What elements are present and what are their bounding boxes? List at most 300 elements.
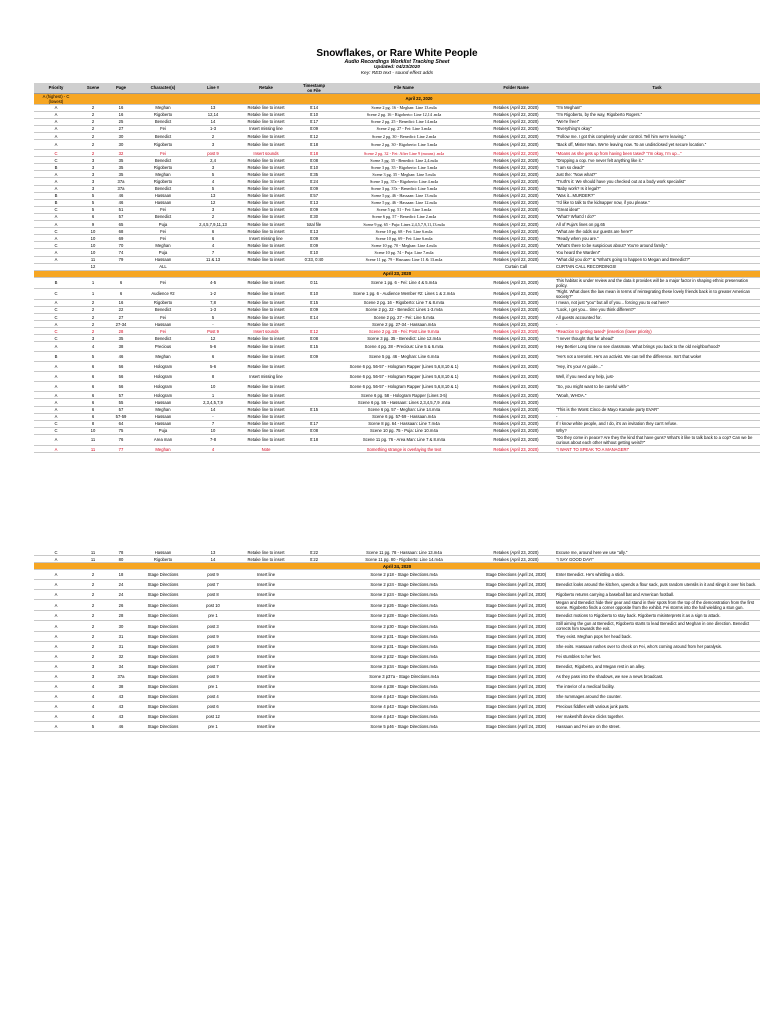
table-row [34, 372, 760, 382]
table-cell: 6 [108, 277, 134, 288]
table-cell: 1-2 [192, 288, 234, 299]
table-cell: Insert line [234, 702, 298, 712]
table-row [34, 342, 760, 352]
table-cell: Retakes (April 22, 2020) [478, 171, 554, 178]
table-cell: 3 [192, 206, 234, 213]
table-row [34, 157, 760, 164]
table-cell: Retakes (April 22, 2020) [478, 125, 554, 132]
table-cell: "I'm Rigoberto, by the way, Rigoberto Rogers." [554, 111, 760, 118]
table-cell: Retake line to insert [234, 111, 298, 118]
table-cell: Retake line to insert [234, 556, 298, 563]
table-cell: 12 [192, 199, 234, 206]
table-cell: 6 [192, 235, 234, 242]
table-cell: Still aiming the gun at Benedict, Rigoberto starts to lead Benedict and Meghan in one direction. Benedict corrects him towards the exit. [554, 621, 760, 632]
table-row [34, 242, 760, 249]
table-cell: post 3 [192, 621, 234, 632]
table-cell: 37a [108, 185, 134, 192]
table-cell: Rigoberto [134, 299, 192, 306]
page-break [34, 453, 760, 550]
table-cell: 6 [78, 213, 108, 220]
table-cell: Retakes (April 22, 2020) [478, 256, 554, 263]
table-row [34, 192, 760, 199]
column-header: Priority [34, 83, 78, 94]
table-cell: 0:10 [298, 249, 330, 256]
table-cell: 70 [108, 242, 134, 249]
table-cell: Retakes (April 22, 2020) [478, 133, 554, 140]
table-cell: Scene 5 pg. 46 - Hassaan: Line 13.m4a [330, 192, 478, 199]
table-cell: Retake line to insert [234, 277, 298, 288]
table-cell: Scene 10 pg. 74 - Puja: Line 7.m4a [330, 249, 478, 256]
table-cell: 2 [78, 328, 108, 335]
table-cell: 30 [108, 133, 134, 140]
table-cell: 32 [108, 150, 134, 157]
table-cell: "I'm Meghan!" [554, 104, 760, 111]
table-cell: 55 [108, 399, 134, 406]
table-cell: Excuse me, around here we use "ally." [554, 549, 760, 556]
table-cell: Stage Directions [134, 642, 192, 652]
table-cell: B [34, 199, 78, 206]
table-cell: 0:22 [298, 549, 330, 556]
table-cell: 30 [108, 140, 134, 150]
table-cell: Stage Directions [134, 621, 192, 632]
table-cell: 3 [78, 178, 108, 185]
table-cell: Retake line to insert [234, 392, 298, 399]
table-cell: 4 [192, 242, 234, 249]
table-cell: Stage Directions (April 24, 2020) [478, 621, 554, 632]
table-cell: post 8 [192, 590, 234, 600]
table-cell: Insert line [234, 662, 298, 672]
table-cell: Retakes (April 22, 2020) [478, 157, 554, 164]
table-cell: 6 [192, 352, 234, 362]
table-cell: "Truth's it: We should have you checked out at a body work specialist" [554, 178, 760, 185]
table-row [34, 178, 760, 185]
table-cell: "Back off, Mister Man. We're leaving now. To an undisclosed yet secure location." [554, 140, 760, 150]
table-cell: A [34, 642, 78, 652]
table-cell: A [34, 372, 78, 382]
table-cell: Stage Directions [134, 682, 192, 692]
date-section-row [34, 563, 760, 570]
table-cell: C [34, 150, 78, 157]
table-cell: Retake line to insert [234, 140, 298, 150]
table-cell: 5 [78, 192, 108, 199]
table-cell: 2 [78, 118, 108, 125]
table-cell: 2 [78, 600, 108, 611]
table-cell: Scene 4 p38 - Stage Directions.m4a [330, 682, 478, 692]
table-cell: Retakes (April 23, 2020) [478, 352, 554, 362]
table-cell: Retakes (April 23, 2020) [478, 413, 554, 420]
table-cell: Scene 10 pg. 68 - Fei: Line 6.m4a [330, 228, 478, 235]
column-header: Page [108, 83, 134, 94]
table-cell: 2 [192, 213, 234, 220]
table-cell: A [34, 221, 78, 228]
table-cell: "What did you do?" & "What's going to happen to Megan and Benedict?" [554, 256, 760, 263]
table-cell: A [34, 712, 78, 722]
table-cell: Meghan [134, 104, 192, 111]
table-cell: Scene 2 p31 - Stage Directions.m4a [330, 632, 478, 642]
table-cell: A [34, 662, 78, 672]
table-cell: Benedict [134, 306, 192, 313]
table-cell: Stage Directions [134, 611, 192, 621]
table-cell: post 9 [192, 570, 234, 580]
table-cell: 4 [192, 446, 234, 453]
table-cell: 46 [108, 192, 134, 199]
table-cell: Hologram [134, 392, 192, 399]
table-cell [298, 413, 330, 420]
table-cell: 11 [78, 434, 108, 445]
date-section-row [34, 270, 760, 277]
table-cell: 2 [78, 590, 108, 600]
table-cell: C [34, 549, 78, 556]
table-cell: Stage Directions [134, 722, 192, 732]
table-cell: Stage Directions (April 24, 2020) [478, 712, 554, 722]
table-cell: 6 [78, 413, 108, 420]
table-cell: Insert line [234, 632, 298, 642]
table-cell: "What? What'd I do?" [554, 213, 760, 220]
table-cell: 0:13 [298, 199, 330, 206]
table-cell: 16 [108, 299, 134, 306]
table-cell: Retakes (April 23, 2020) [478, 556, 554, 563]
table-cell: A [34, 185, 78, 192]
table-cell: 11 & 13 [192, 256, 234, 263]
table-cell: Stage Directions [134, 632, 192, 642]
table-cell: 32 [108, 652, 134, 662]
table-cell: 6 [78, 372, 108, 382]
table-cell: They exist. Meghan pops her head back. [554, 632, 760, 642]
table-row [34, 199, 760, 206]
table-cell: Retakes (April 23, 2020) [478, 277, 554, 288]
table-cell: Scene 4 p43 - Stage Directions.m4a [330, 692, 478, 702]
table-cell: A [34, 178, 78, 185]
updated-date: Updated: 04/23/2020 [373, 65, 421, 71]
table-cell: *Moans as she gets up from having been tased* "I'm okay, I'm up..." [554, 150, 760, 157]
table-cell: 56 [108, 362, 134, 372]
table-cell: Retake line to insert [234, 178, 298, 185]
table-cell: A [34, 722, 78, 732]
color-key: Key: RED text - sound effect adds [360, 70, 434, 76]
table-cell: Scene 11 pg. 80 - Rigoberto: Line 14.m4a [330, 556, 478, 563]
table-cell: Stage Directions [134, 672, 192, 682]
table-cell [298, 722, 330, 732]
table-row [34, 263, 760, 270]
page-break-space [34, 453, 760, 550]
table-cell: 0:17 [298, 118, 330, 125]
table-cell: Scene 3 pg. 35 - Benedict: Line 12.m4a [330, 335, 478, 342]
table-cell: Retakes (April 23, 2020) [478, 335, 554, 342]
table-cell: Retakes (April 23, 2020) [478, 427, 554, 434]
table-cell: As they pass into the shadows, we see a news broadcast. [554, 672, 760, 682]
table-cell: pre 1 [192, 682, 234, 692]
table-cell: Insert line [234, 672, 298, 682]
table-cell: Fei [134, 228, 192, 235]
table-cell: Scene 2 pg. 16 - Rigoberto: Line 12,14 .m4a [330, 111, 478, 118]
table-cell: "Hey, it's your AI guide..." [554, 362, 760, 372]
table-cell: Benedict [134, 157, 192, 164]
table-cell: 57 [108, 406, 134, 413]
table-cell: Retakes (April 22, 2020) [478, 185, 554, 192]
table-cell: C [34, 206, 78, 213]
table-row [34, 652, 760, 662]
table-cell: Scene 9 pg. 65 - Puja: Lines 2,4,5,7,9,11,13.m4a [330, 221, 478, 228]
table-cell: 37a [108, 672, 134, 682]
table-cell: B [34, 164, 78, 171]
table-cell: Scene 6 pg. 55 - Hassaan: Lines 2,3,4,5,7,9 .m4a [330, 399, 478, 406]
table-cell: - [554, 413, 760, 420]
table-cell: Curtain Call [478, 263, 554, 270]
table-cell: 46 [108, 722, 134, 732]
table-cell: Benedict, Rigoberto, and Megan rest in an alley. [554, 662, 760, 672]
table-cell: Retakes (April 22, 2020) [478, 235, 554, 242]
table-cell: 2 [78, 133, 108, 140]
table-cell: 0:13 [298, 228, 330, 235]
table-cell: Meghan [134, 242, 192, 249]
priority-key-row [34, 93, 760, 104]
table-cell: Stage Directions (April 24, 2020) [478, 580, 554, 590]
table-cell: A [34, 256, 78, 263]
table-cell: Retakes (April 22, 2020) [478, 164, 554, 171]
table-cell: 0:22 [298, 556, 330, 563]
table-cell: Just the: "Now what?" [554, 171, 760, 178]
table-cell: "Great idea!" [554, 206, 760, 213]
table-cell: 5 [192, 185, 234, 192]
table-cell: 0:09 [298, 306, 330, 313]
table-cell: Benedict motions to Rigoberto to stay back. Rigoberto misinterprets it as a sign to attack. [554, 611, 760, 621]
table-cell: Scene 10 pg. 70 - Meghan: Line 4.m4a [330, 242, 478, 249]
table-cell: Retakes (April 23, 2020) [478, 549, 554, 556]
table-cell: This habitat is under review and the data it provides will be a major factor in shaping ethnic preservation policy. [554, 277, 760, 288]
table-cell: Insert line [234, 580, 298, 590]
table-cell: If I know white people, and I do, it's an invitation they can't refuse. [554, 420, 760, 427]
table-row [34, 682, 760, 692]
table-cell: 4 [78, 342, 108, 352]
table-cell: Her makeshift device clicks together. [554, 712, 760, 722]
table-cell: Scene 6 pg. 57 - Meghan: Line 14.m4a [330, 406, 478, 413]
table-cell: 43 [108, 712, 134, 722]
table-cell: Retake line to insert [234, 192, 298, 199]
table-row [34, 314, 760, 321]
table-cell: "I am so dead!" [554, 164, 760, 171]
table-cell: Fei [134, 314, 192, 321]
table-cell: Scene 6 pg. 58 - Hologram Rapper (Lines 3-5) [330, 392, 478, 399]
table-cell: C [34, 427, 78, 434]
table-cell: 3 [78, 335, 108, 342]
table-cell: C [34, 242, 78, 249]
table-cell: A [34, 140, 78, 150]
table-cell: 2 [78, 314, 108, 321]
table-cell: A [34, 611, 78, 621]
table-cell: Hassaan [134, 413, 192, 420]
table-cell: C [34, 420, 78, 427]
table-cell: "So, you might want to be careful with-" [554, 382, 760, 392]
table-cell: 3 [192, 140, 234, 150]
table-cell [34, 263, 78, 270]
table-cell: Area man [134, 434, 192, 445]
table-cell: 27 [108, 314, 134, 321]
table-cell: Scene 2 p24 - Stage Directions.m4a [330, 590, 478, 600]
table-cell: Rigoberto [134, 140, 192, 150]
table-cell: Retakes (April 22, 2020) [478, 221, 554, 228]
table-cell: 57 [108, 213, 134, 220]
table-cell: 35 [108, 171, 134, 178]
table-cell: post 7 [192, 662, 234, 672]
worklist-table [34, 83, 760, 733]
table-cell: 0:10 [298, 288, 330, 299]
table-cell: Retakes (April 23, 2020) [478, 306, 554, 313]
table-cell: 46 [108, 199, 134, 206]
table-cell: Scene 5 pg. 46 - Meghan: Line 6.m4a [330, 352, 478, 362]
table-cell [298, 611, 330, 621]
table-cell: Rigoberto returns carrying a baseball bat and American football. [554, 590, 760, 600]
table-cell: - [192, 413, 234, 420]
table-cell: Stage Directions (April 24, 2020) [478, 570, 554, 580]
table-cell: 10 [78, 427, 108, 434]
table-cell: A [34, 382, 78, 392]
table-cell: Hey Bertie! Long time no see classmate. What brings you back to the old neighborhood? [554, 342, 760, 352]
table-cell: 11 [78, 556, 108, 563]
table-cell: Retake line to insert [234, 171, 298, 178]
table-cell: Retakes (April 23, 2020) [478, 420, 554, 427]
table-cell [298, 642, 330, 652]
column-header: Task [554, 83, 760, 94]
table-cell: Why? [554, 427, 760, 434]
table-cell: A [34, 672, 78, 682]
table-cell: Insert line [234, 570, 298, 580]
table-cell: post 9 [192, 632, 234, 642]
table-cell: Fei [134, 150, 192, 157]
table-cell: A [34, 682, 78, 692]
table-cell: A [34, 133, 78, 140]
table-cell: Scene 3 pg. 37a - Benedict: Line 5.m4a [330, 185, 478, 192]
table-row [34, 288, 760, 299]
table-cell: 2 [78, 321, 108, 328]
table-cell: 2 [78, 611, 108, 621]
table-cell: 2 [78, 570, 108, 580]
table-cell: 3 [192, 164, 234, 171]
table-cell: Retake line to insert [234, 221, 298, 228]
table-cell: Retakes (April 22, 2020) [478, 228, 554, 235]
table-cell: Scene 6 pg. 57 - Benedict: Line 2.m4a [330, 213, 478, 220]
table-cell: Scene 6 pg. 56-57 - Hologram Rapper (Lines 5,6,8,10 & 1) [330, 382, 478, 392]
table-cell [298, 590, 330, 600]
table-cell [298, 580, 330, 590]
table-cell: Scene 2 p18 - Stage Directions.m4a [330, 570, 478, 580]
table-cell: "What's there to be suspicious about? You're around family." [554, 242, 760, 249]
table-cell: Scene 4 pg. 38 - Precious: Line 5 & 6.m4a [330, 342, 478, 352]
table-cell: 10 [192, 427, 234, 434]
table-cell: Insert line [234, 692, 298, 702]
table-cell: C [34, 306, 78, 313]
table-cell: Retakes (April 22, 2020) [478, 213, 554, 220]
table-cell: Scene 3 pg. 35 - Rigoberto: Line 3.m4a [330, 164, 478, 171]
table-cell: 3 [78, 662, 108, 672]
table-cell: 11 [78, 446, 108, 453]
table-row [34, 722, 760, 732]
table-cell: Meghan [134, 352, 192, 362]
table-cell: "Ready when you are." [554, 235, 760, 242]
table-cell: Puja [134, 221, 192, 228]
table-cell: 37a [108, 178, 134, 185]
table-cell: Insert sounds [234, 328, 298, 335]
table-cell: 0:57 [298, 192, 330, 199]
table-cell: 11 [78, 549, 108, 556]
table-row [34, 642, 760, 652]
table-cell: Retake line to insert [234, 288, 298, 299]
table-cell [298, 702, 330, 712]
table-cell: B [34, 352, 78, 362]
table-cell [298, 662, 330, 672]
table-row [34, 118, 760, 125]
table-cell: "Was it...MURDER?" [554, 192, 760, 199]
table-cell: "Woah, WHOA." [554, 392, 760, 399]
table-row [34, 299, 760, 306]
table-cell: Retakes (April 23, 2020) [478, 392, 554, 399]
table-cell: 2 [78, 150, 108, 157]
table-cell: "Baby work? Is it legal?" [554, 185, 760, 192]
table-cell: 5 [78, 199, 108, 206]
table-cell: C [34, 335, 78, 342]
priority-key: A (highest) - C (lowest) [34, 93, 78, 104]
table-cell: Stage Directions [134, 702, 192, 712]
table-cell: Retakes (April 22, 2020) [478, 104, 554, 111]
column-header: Line # [192, 83, 234, 94]
table-cell: Scene 3 p34 - Stage Directions.m4a [330, 662, 478, 672]
table-cell: CURTAIN CALL RECORDINGS! [554, 263, 760, 270]
table-cell: 5-6 [192, 362, 234, 372]
table-cell: Retakes (April 23, 2020) [478, 299, 554, 306]
table-cell: A [34, 446, 78, 453]
table-cell: 6 [78, 406, 108, 413]
table-cell: A [34, 702, 78, 712]
table-cell: Hassaan [134, 192, 192, 199]
table-cell: C [34, 314, 78, 321]
table-cell: Fei [134, 125, 192, 132]
table-cell: She exits. Hassaan rushes over to check on Fei, who's coming around from her paralysis. [554, 642, 760, 652]
table-cell: 0:18 [298, 150, 330, 157]
table-cell [234, 263, 298, 270]
table-cell: Retake line to insert [234, 306, 298, 313]
table-cell: Benedict [134, 185, 192, 192]
table-cell: 26 [108, 600, 134, 611]
table-cell: Retakes (April 23, 2020) [478, 434, 554, 445]
table-row [34, 104, 760, 111]
table-cell: Retakes (April 23, 2020) [478, 382, 554, 392]
table-cell: 56 [108, 382, 134, 392]
table-cell: All of Puja's lines on pg.65 [554, 221, 760, 228]
table-cell: Hassaan and Fei are on the street. [554, 722, 760, 732]
table-row [34, 335, 760, 342]
table-cell: Retake line to insert [234, 362, 298, 372]
table-cell: Hassaan [134, 321, 192, 328]
table-cell [298, 372, 330, 382]
table-cell [298, 362, 330, 372]
table-cell: Retake line to insert [234, 549, 298, 556]
table-cell: Retake line to insert [234, 118, 298, 125]
table-cell: 2 [78, 652, 108, 662]
table-cell: Scene 2 pg. 27-34 - Hassaan.m4a [330, 321, 478, 328]
table-cell: 2 [78, 621, 108, 632]
table-cell: 0:09 [298, 235, 330, 242]
section-date: April 24, 2020 [34, 563, 760, 570]
table-cell: 0:24 [298, 178, 330, 185]
table-cell [298, 446, 330, 453]
table-cell: A [34, 556, 78, 563]
section-date: April 22, 2020 [78, 93, 760, 104]
table-cell: "What are the odds our guests are here?" [554, 228, 760, 235]
table-cell: Stage Directions (April 24, 2020) [478, 632, 554, 642]
table-cell: Scene 3 pg. 37a - Rigoberto: Line 4.m4a [330, 178, 478, 185]
table-cell: Retakes (April 23, 2020) [478, 362, 554, 372]
table-cell: 27 [108, 125, 134, 132]
table-cell: Scene 1 pg. 6 - Fei: Line 4 & 5.m4a [330, 277, 478, 288]
